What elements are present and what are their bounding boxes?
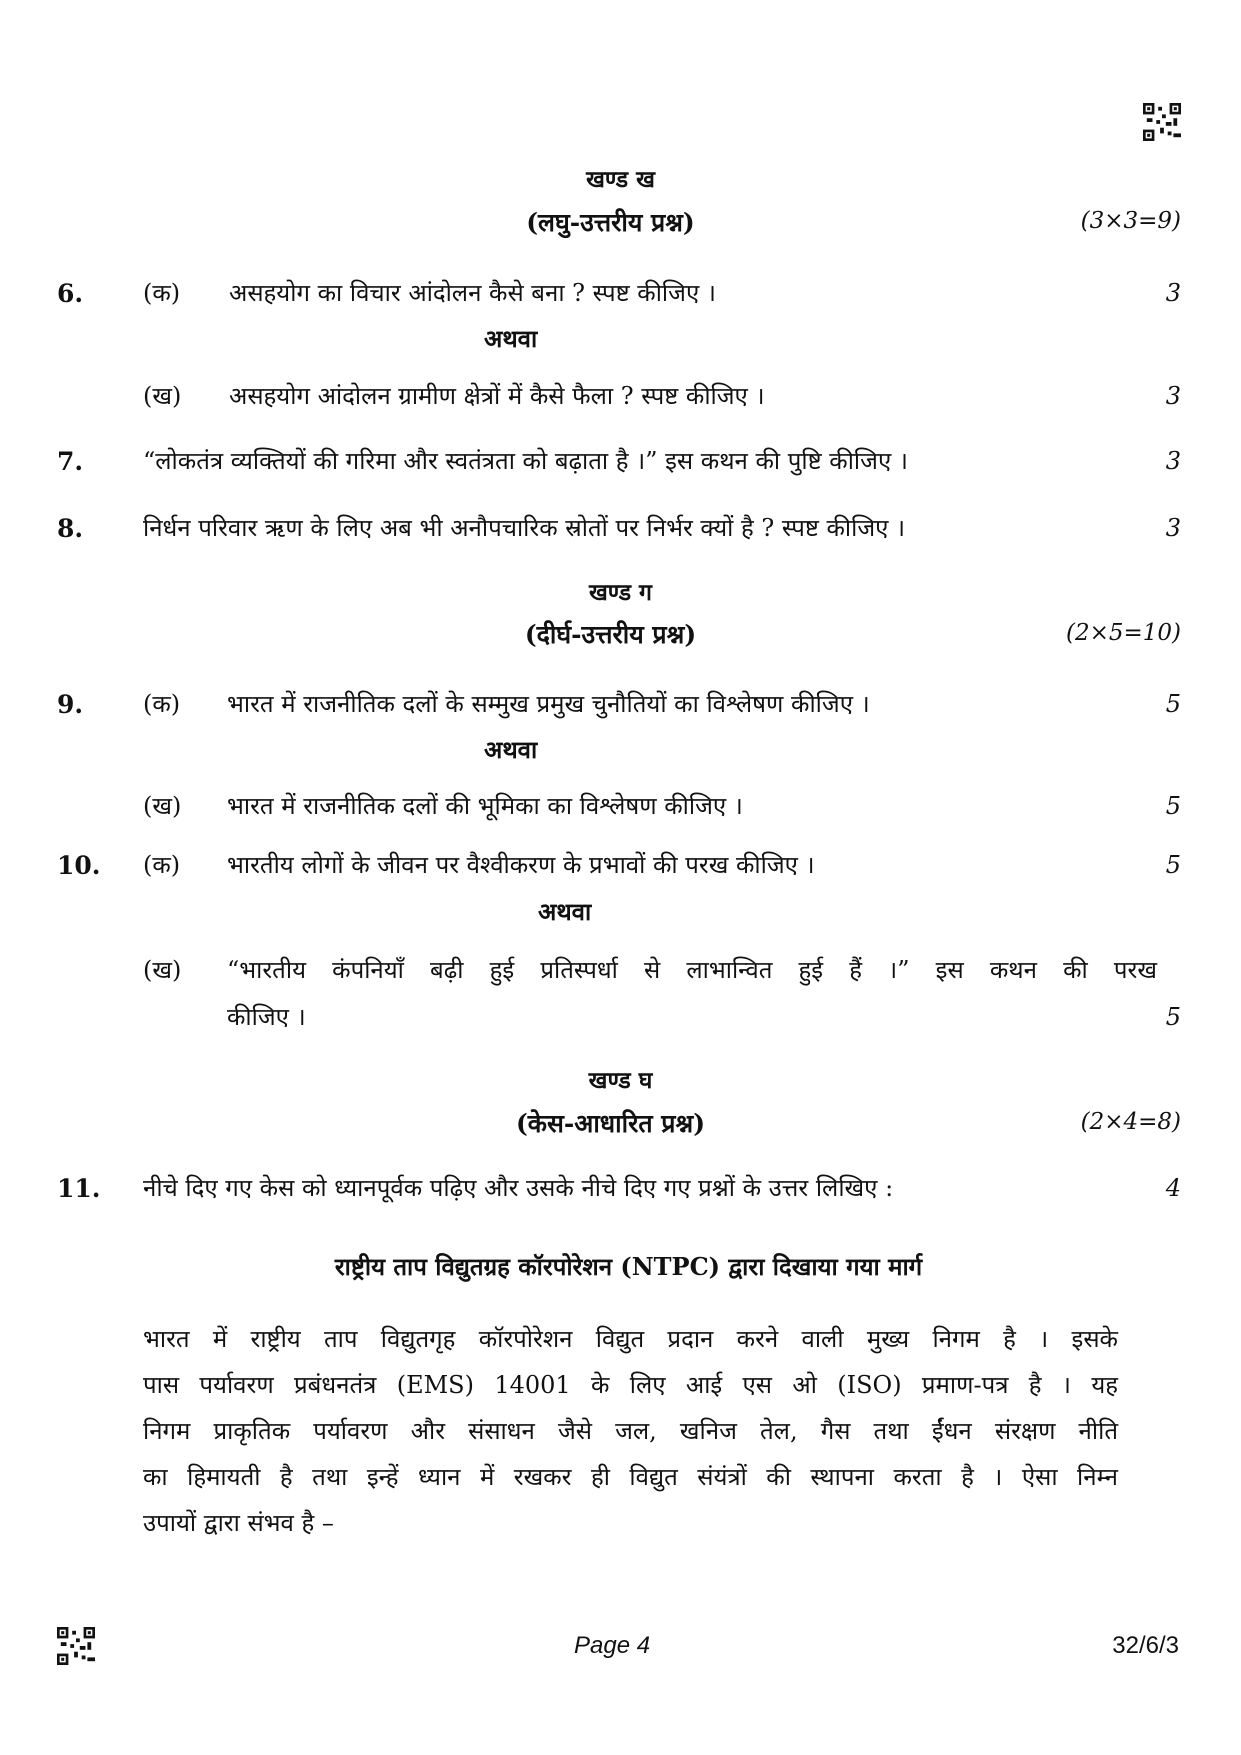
q6-option-a-marks: 3	[1165, 279, 1181, 307]
q6-option-b-text: असहयोग आंदोलन ग्रामीण क्षेत्रों में कैसे फैला ? स्पष्ट कीजिए ।	[229, 382, 765, 410]
case-title: राष्ट्रीय ताप विद्युतग्रह कॉरपोरेशन (NTPC) द्वारा दिखाया गया मार्ग	[334, 1252, 923, 1281]
q7-marks: 3	[1165, 447, 1181, 475]
q6-option-b-marks: 3	[1165, 382, 1181, 410]
section-gha-subtitle: (केस-आधारित प्रश्न)	[515, 1109, 706, 1138]
question-number-9: 9.	[57, 690, 84, 719]
q6-option-b-label: (ख)	[143, 382, 182, 410]
question-number-8: 8.	[57, 514, 84, 543]
question-number-6: 6.	[57, 279, 84, 308]
case-line: भारत में राष्ट्रीय ताप विद्युतगृह कॉरपोरेशन विद्युत प्रदान करने वाली मुख्य निगम है । इसके	[143, 1325, 1118, 1353]
case-line: का हिमायती है तथा इन्हें ध्यान में रखकर ही विद्युत संयंत्रों की स्थापना करता है । ऐसा निम्न	[143, 1463, 1118, 1491]
q11-marks: 4	[1165, 1174, 1181, 1202]
q7-text: “लोकतंत्र व्यक्तियों की गरिमा और स्वतंत्रता को बढ़ाता है ।” इस कथन की पुष्टि कीजिए ।	[143, 447, 908, 475]
q10-or-label: अथवा	[538, 897, 592, 926]
case-line: उपायों द्वारा संभव है –	[143, 1509, 334, 1537]
section-kha-marks: (3×3=9)	[1080, 208, 1181, 234]
qr-code-icon	[57, 1627, 95, 1665]
page-number: Page 4	[574, 1632, 651, 1659]
q9-or-label: अथवा	[484, 735, 538, 764]
q9-option-b-label: (ख)	[143, 792, 182, 820]
q10-option-b-text-line2: कीजिए ।	[227, 1003, 306, 1031]
question-number-7: 7.	[57, 447, 84, 476]
paper-code: 32/6/3	[1112, 1632, 1179, 1659]
qr-code-icon	[1143, 103, 1181, 141]
q8-marks: 3	[1165, 514, 1181, 542]
q10-option-b-label: (ख)	[143, 956, 182, 984]
section-kha-title: खण्ड ख	[586, 166, 655, 193]
q10-option-a-text: भारतीय लोगों के जीवन पर वैश्वीकरण के प्रभावों की परख कीजिए ।	[227, 851, 815, 879]
q11-text: नीचे दिए गए केस को ध्यानपूर्वक पढ़िए और उसके नीचे दिए गए प्रश्नों के उत्तर लिखिए :	[143, 1174, 894, 1202]
q9-option-a-text: भारत में राजनीतिक दलों के सम्मुख प्रमुख चुनौतियों का विश्लेषण कीजिए ।	[227, 690, 870, 718]
q10-option-b-text-line1: “भारतीय कंपनियाँ बढ़ी हुई प्रतिस्पर्धा से लाभान्वित हुई हैं ।” इस कथन की परख	[227, 956, 1157, 984]
section-ga-marks: (2×5=10)	[1065, 620, 1181, 646]
case-line: निगम प्राकृतिक पर्यावरण और संसाधन जैसे जल, खनिज तेल, गैस तथा ईंधन संरक्षण नीति	[143, 1417, 1118, 1445]
q9-option-b-marks: 5	[1165, 792, 1181, 820]
section-gha-title: खण्ड घ	[588, 1067, 653, 1094]
q6-option-a-label: (क)	[143, 279, 181, 307]
q9-option-b-text: भारत में राजनीतिक दलों की भूमिका का विश्लेषण कीजिए ।	[227, 792, 743, 820]
section-gha-marks: (2×4=8)	[1080, 1109, 1181, 1135]
q10-option-a-marks: 5	[1165, 851, 1181, 879]
section-kha-subtitle: (लघु-उत्तरीय प्रश्न)	[526, 208, 695, 237]
q10-option-b-marks: 5	[1165, 1003, 1181, 1031]
q9-option-a-label: (क)	[143, 690, 181, 718]
q9-option-a-marks: 5	[1165, 690, 1181, 718]
q10-option-a-label: (क)	[143, 851, 181, 879]
case-paragraph	[143, 1316, 1118, 1546]
q8-text: निर्धन परिवार ऋण के लिए अब भी अनौपचारिक स्रोतों पर निर्भर क्यों है ? स्पष्ट कीजिए ।	[143, 514, 906, 542]
case-line: पास पर्यावरण प्रबंधनतंत्र (EMS) 14001 के लिए आई एस ओ (ISO) प्रमाण-पत्र है । यह	[143, 1371, 1118, 1399]
question-number-10: 10.	[57, 851, 101, 880]
q6-option-a-text: असहयोग का विचार आंदोलन कैसे बना ? स्पष्ट कीजिए ।	[229, 279, 716, 307]
q6-or-label: अथवा	[484, 324, 538, 353]
section-ga-subtitle: (दीर्घ-उत्तरीय प्रश्न)	[524, 620, 697, 649]
question-number-11: 11.	[57, 1174, 101, 1203]
section-ga-title: खण्ड ग	[588, 579, 652, 606]
